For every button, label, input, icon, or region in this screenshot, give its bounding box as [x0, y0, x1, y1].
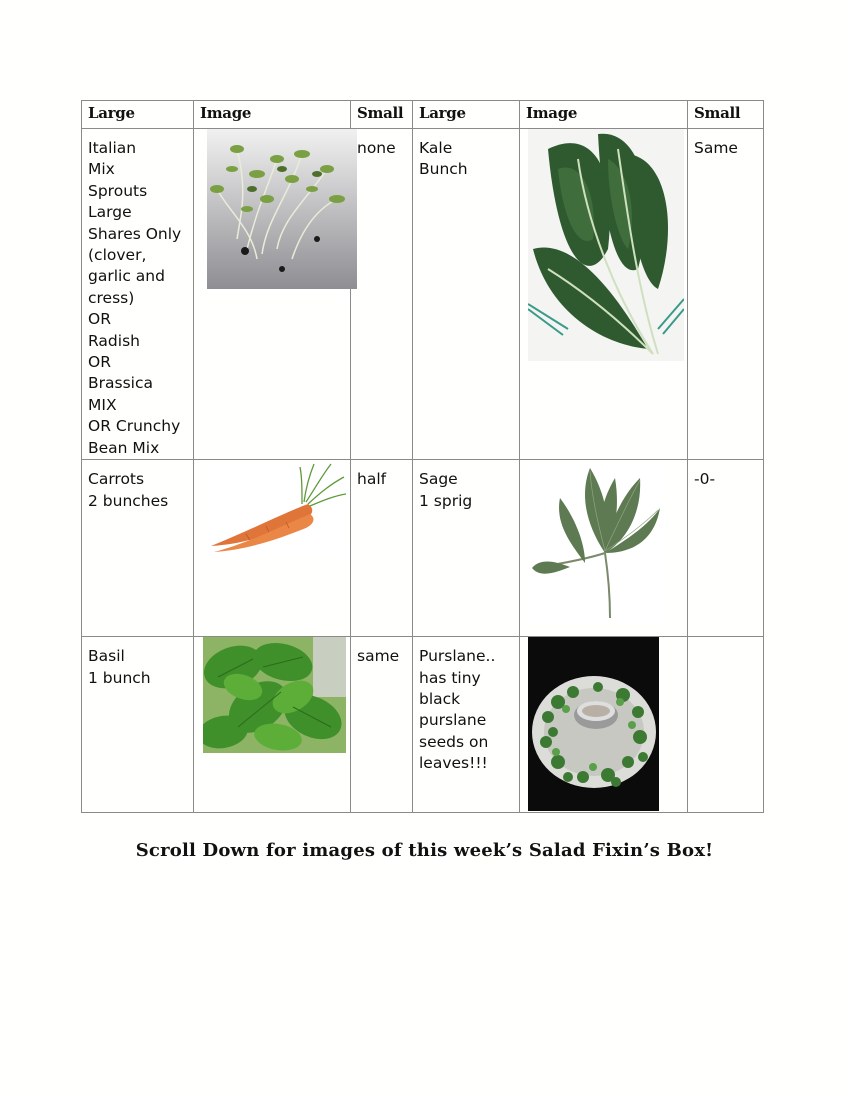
scroll-down-note: Scroll Down for images of this week’s Salad Fixin’s Box!: [135, 840, 714, 861]
cell-purslane-large: Purslane.. has tiny black purslane seeds on leaves!!!: [413, 637, 520, 813]
basil-photo: [203, 637, 346, 753]
cell-sprouts-large: Italian Mix Sprouts Large Shares Only (clover, garlic and cress) OR Radish OR Brassica MIX OR Crunchy Bean Mix: [82, 129, 194, 460]
cell-carrots-small: half: [351, 460, 413, 637]
kale-photo: [528, 129, 684, 361]
header-image-right: Image: [520, 101, 688, 129]
cell-purslane-image: [520, 637, 688, 813]
carrots-photo: [206, 462, 346, 557]
header-small-right: Small: [688, 101, 764, 129]
table-row: [82, 637, 764, 813]
cell-kale-small: Same: [688, 129, 764, 460]
table-row: [82, 129, 764, 460]
purslane-photo: [528, 637, 659, 811]
cell-kale-large: Kale Bunch: [413, 129, 520, 460]
cell-basil-large: Basil 1 bunch: [82, 637, 194, 813]
cell-sprouts-small: none: [351, 129, 413, 460]
cell-basil-image: [194, 637, 351, 813]
cell-carrots-image: [194, 460, 351, 637]
cell-basil-small: same: [351, 637, 413, 813]
cell-sage-image: [520, 460, 688, 637]
sage-photo: [530, 463, 665, 623]
sprouts-photo: [207, 129, 357, 289]
header-large-right: Large: [413, 101, 520, 129]
header-row: [82, 101, 764, 129]
cell-sage-large: Sage 1 sprig: [413, 460, 520, 637]
header-small-left: Small: [351, 101, 413, 129]
share-table: [81, 100, 764, 813]
cell-sprouts-image: [194, 129, 351, 460]
table-row: [82, 460, 764, 637]
cell-purslane-small: [688, 637, 764, 813]
cell-kale-image: [520, 129, 688, 460]
header-image-left: Image: [194, 101, 351, 129]
cell-sage-small: -0-: [688, 460, 764, 637]
cell-carrots-large: Carrots 2 bunches: [82, 460, 194, 637]
header-large-left: Large: [82, 101, 194, 129]
